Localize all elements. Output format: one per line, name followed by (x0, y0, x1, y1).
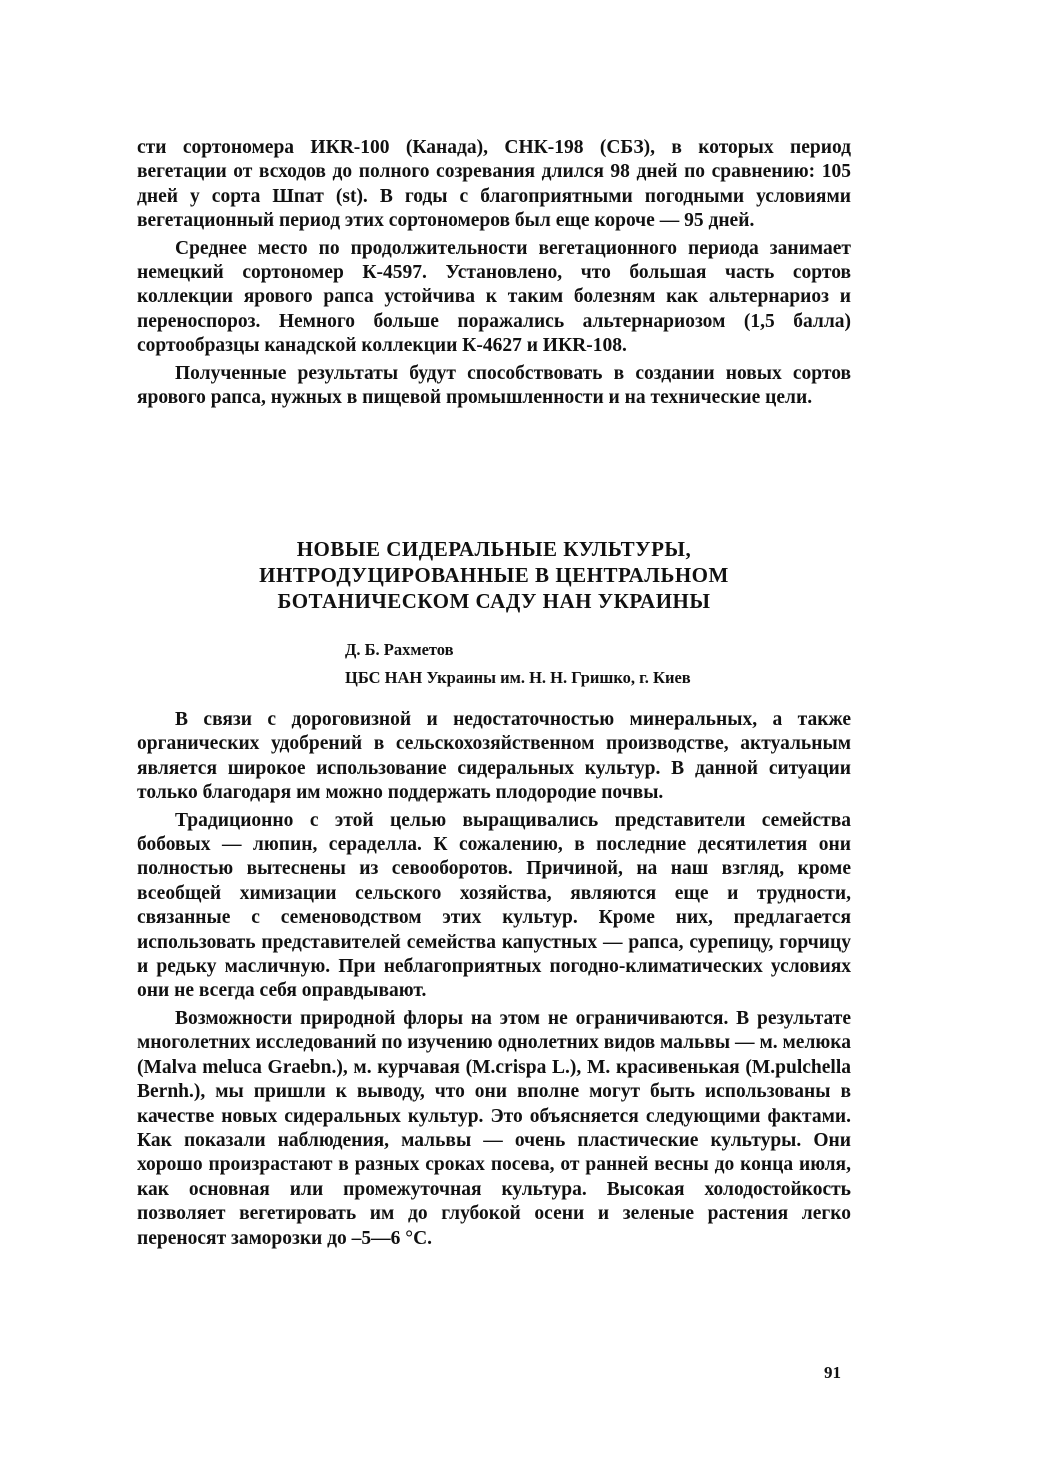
paragraph: В связи с дороговизной и недостаточностью минеральных, а также органических удобрений в сельскохозяйственном производстве, актуальным является широкое использование сидеральных культур. В данной ситуации только благодаря им можно поддержать плодородие почвы. (137, 709, 851, 804)
title-line: НОВЫЕ СИДЕРАЛЬНЫЕ КУЛЬТУРЫ, (296, 537, 692, 561)
paragraph: Традиционно с этой целью выращивались представители семейства бобовых — люпин, сераделла. К сожалению, в последние десятилетия они полностью вытеснены из севооборотов. Причиной, на наш взгляд, кроме всеобщей химизации сельского хозяйства, являются еще и трудности, связанные с семеноводством этих культур. Кроме них, предлагается использовать представителей семейства капустных — рапса, сурепицу, горчицу и редьку масличную. При неблагоприятных погодно-климатических условиях они не всегда себя оправдывают. (137, 809, 851, 1002)
paragraph: Полученные результаты будут способствовать в создании новых сортов ярового рапса, нужных в пищевой промышленности и на технические цели. (137, 362, 851, 409)
paragraph: Возможности природной флоры на этом не ограничиваются. В результате многолетних исследований по изучению однолетних видов мальвы — м. мелюка (Malva meluca Graebn.), м. курчавая (M.crispa L.), М. красивенькая (M.pulchella Bernh.), мы пришли к выводу, что они вполне могут быть использованы в качестве новых сидеральных культур. Это объясняется следующими фактами. Как показали наблюдения, мальвы — очень пластические культуры. Они хорошо произрастают в разных сроках посева, от ранней весны до конца июля, как основная или промежуточная культура. Высокая холодостойкость позволяет вегетировать им до глубокой осени и зеленые растения легко переносят заморозки до –5—6 °С. (137, 1007, 851, 1249)
page-number: 91 (824, 1363, 841, 1382)
paragraph: сти сортономера ИКR-100 (Канада), СНК-198 (СБЗ), в которых период вегетации от всходов до полного созревания длился 98 дней по сравнению: 105 дней у сорта Шпат (st). В годы с благоприятными погодными условиями вегетационный период этих сортономеров был еще короче — 95 дней. (137, 137, 851, 232)
byline (345, 636, 691, 692)
title-line: ИНТРОДУЦИРОВАННЫЕ В ЦЕНТРАЛЬНОМ (259, 563, 729, 587)
paragraph: Среднее место по продолжительности вегетационного периода занимает немецкий сортономер К-4597. Установлено, что большая часть сортов коллекции ярового рапса устойчива к таким болезням как альтернариоз и переноспороз. Немного больше поражались альтернариозом (1,5 балла) сортообразцы канадской коллекции К-4627 и ИКR-108. (137, 237, 851, 357)
article-title (137, 536, 851, 614)
article-body (137, 708, 851, 1251)
author-name: Д. Б. Рахметов (345, 640, 454, 659)
author-affiliation: ЦБС НАН Украины им. Н. Н. Гришко, г. Киев (345, 668, 691, 687)
previous-article-ending (137, 136, 851, 410)
title-line: БОТАНИЧЕСКОМ САДУ НАН УКРАИНЫ (277, 589, 711, 613)
